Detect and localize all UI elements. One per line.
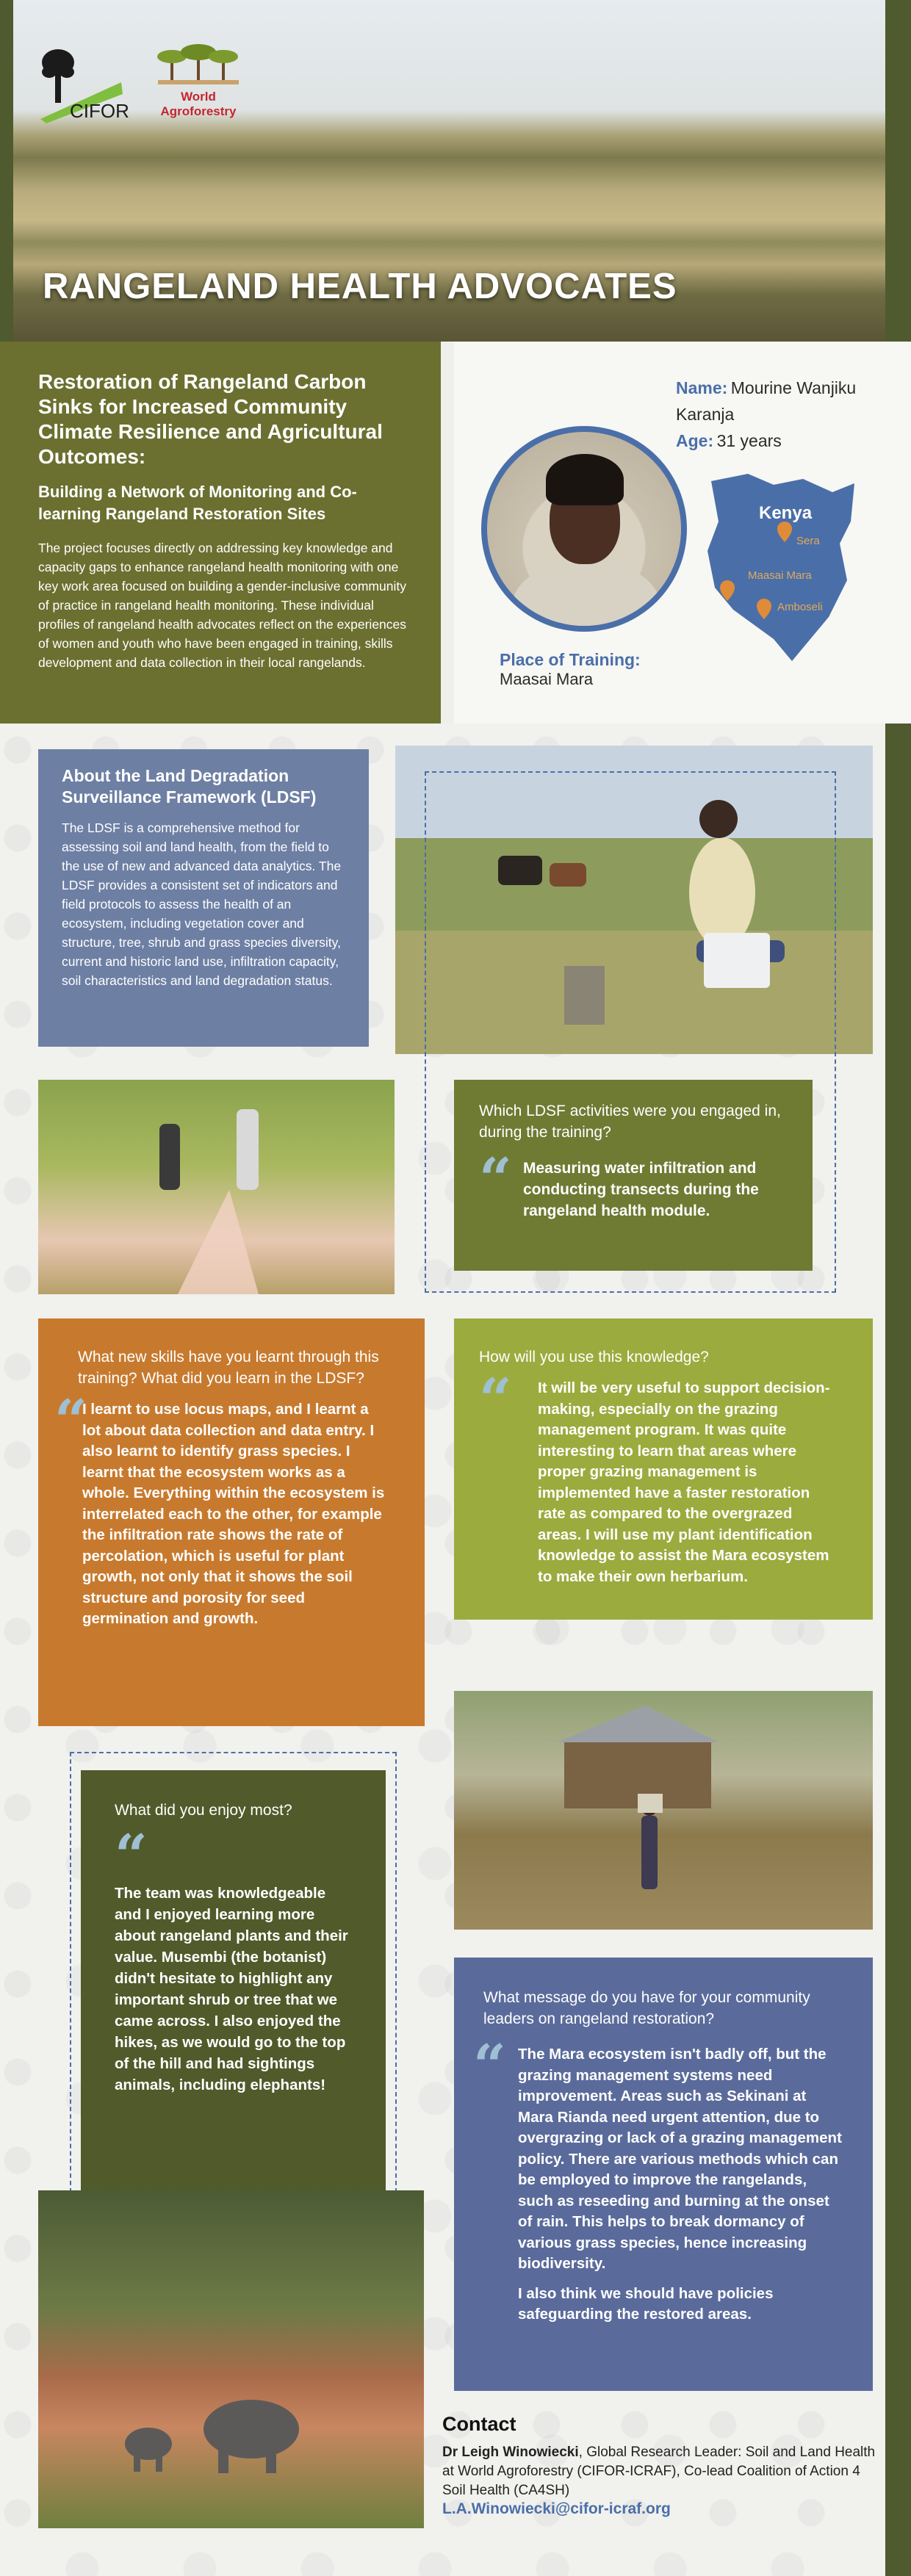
wa-logo-line2: Agroforestry <box>160 104 237 118</box>
map-pin-amboseli: Amboseli <box>777 601 823 613</box>
ldsf-info-box <box>38 749 369 1047</box>
enjoy-question: What did you enjoy most? <box>115 1802 292 1819</box>
advocate-portrait <box>481 426 687 632</box>
age-value: 31 years <box>716 431 782 450</box>
skills-question: What new skills have you learnt through this training? What did you learn in the LDSF? <box>78 1349 379 1387</box>
kenya-map <box>704 470 873 668</box>
name-value: Mourine Wanjiku Karanja <box>676 378 857 424</box>
message-question: What message do you have for your community leaders on rangeland restoration? <box>483 1989 810 2027</box>
message-box <box>454 1958 873 2391</box>
map-pin-maasai-mara: Maasai Mara <box>748 569 812 582</box>
village-walk-photo <box>454 1691 873 1930</box>
ldsf-description: The LDSF is a comprehensive method for assessing soil and land health, from the field to the use of new and advanced data analytics. The LDSF provides a consistent set of indicators and field protocols to assess the health of an ecosystem, including vegetation cover and structure, tree, shrub and grass species diversity, current and historic land use, infiltration capacity, soil characteristics and land degradation status. <box>62 820 342 988</box>
wa-logo-line1: World <box>181 90 216 104</box>
knowledge-use-box <box>454 1318 873 1620</box>
contact-heading: Contact <box>442 2413 516 2435</box>
name-label: Name: <box>676 378 728 397</box>
left-border <box>0 0 13 342</box>
enjoy-box <box>81 1770 386 2190</box>
quote-icon: “ <box>479 1366 512 1433</box>
message-answer-2: I also think we should have policies safeguarding the restored areas. <box>518 2284 774 2323</box>
project-heading: Restoration of Rangeland Carbon Sinks for Increased Community Climate Resilience and Agricultural Outcomes: <box>38 370 383 468</box>
contact-section <box>442 2413 883 2518</box>
map-pin-sera: Sera <box>796 535 820 547</box>
ldsf-heading: About the Land Degradation Surveillance Framework (LDSF) <box>62 766 317 807</box>
contact-role: , Global Research Leader: Soil and Land Health at World Agroforestry (CIFOR-ICRAF), Co-lead Coalition of Action 4 Soil Health (CA4SH) <box>442 2445 876 2498</box>
age-label: Age: <box>676 431 714 450</box>
quote-icon: “ <box>473 2032 506 2099</box>
quote-icon: “ <box>54 1388 87 1454</box>
place-label: Place of Training: <box>500 650 641 669</box>
place-of-training <box>500 650 641 689</box>
cifor-logo <box>40 37 136 125</box>
enjoy-answer: The team was knowledgeable and I enjoyed learning more about rangeland plants and their value. Musembi (the botanist) didn't hesitate to highlight any important shrub or tree that we came across. I also enjoyed the hikes, as we would go to the top of the hill and had sightings animals, including elephants! <box>115 1885 348 2093</box>
intro-panel <box>0 342 441 724</box>
page-title: RANGELAND HEALTH ADVOCATES <box>43 267 677 306</box>
transect-photo <box>38 1080 395 1294</box>
elephants-photo <box>38 2190 424 2528</box>
message-answer: The Mara ecosystem isn't badly off, but the grazing management systems need improvement. Areas such as Sekinani at Mara Rianda need urgent attention, due to overgrazing or lack of a grazing management policy. There are various methods which can be employed to improve the rangelands, such as reseeding and burning at the onset of rain. This helps to break dormancy of various grass species, hence increasing biodiversity. <box>518 2046 842 2272</box>
project-subheading: Building a Network of Monitoring and Co-learning Rangeland Restoration Sites <box>38 483 357 523</box>
skills-box <box>38 1318 425 1726</box>
quote-icon: “ <box>115 1822 148 1889</box>
project-description: The project focuses directly on addressing key knowledge and capacity gaps to enhance rangeland health monitoring with one key work area focused on building a gender-inclusive community of practice in rangeland health monitoring. These individual profiles of rangeland health advocates reflect on the experiences of women and youth who have been engaged in training, skills development and data collection in their local rangelands. <box>38 541 407 670</box>
quote-icon: “ <box>479 1146 512 1213</box>
activities-question: Which LDSF activities were you engaged in, during the training? <box>479 1103 781 1141</box>
profile-details <box>676 376 874 455</box>
world-agroforestry-logo <box>154 40 242 125</box>
skills-answer: I learnt to use locus maps, and I learnt a lot about data collection and data entry. I also learnt to identify grass species. I learnt that the ecosystem works as a whole. Everything within the ecosystem is interrelated each to the other, for example the infiltration rate shows the rate of percolation, which is useful for plant growth, not only that it shows the soil structure and porosity for seed germination and growth. <box>82 1401 385 1627</box>
activities-answer: Measuring water infiltration and conducting transects during the rangeland health module. <box>523 1160 759 1219</box>
use-answer: It will be very useful to support decision-making, especially on the grazing management program. It was quite interesting to learn that areas where proper grazing management is implemented have a faster restoration rate as compared to the overgrazed areas. I will use my plant identification knowledge to assist the Mara ecosystem to make their own herbarium. <box>538 1379 830 1585</box>
map-country-label: Kenya <box>759 503 813 523</box>
activities-box <box>454 1080 813 1271</box>
cifor-logo-text: CIFOR <box>70 100 129 122</box>
contact-name: Dr Leigh Winowiecki <box>442 2445 579 2460</box>
place-value: Maasai Mara <box>500 670 594 688</box>
use-question: How will you use this knowledge? <box>479 1349 709 1365</box>
contact-email-link[interactable]: L.A.Winowiecki@cifor-icraf.org <box>442 2500 671 2517</box>
